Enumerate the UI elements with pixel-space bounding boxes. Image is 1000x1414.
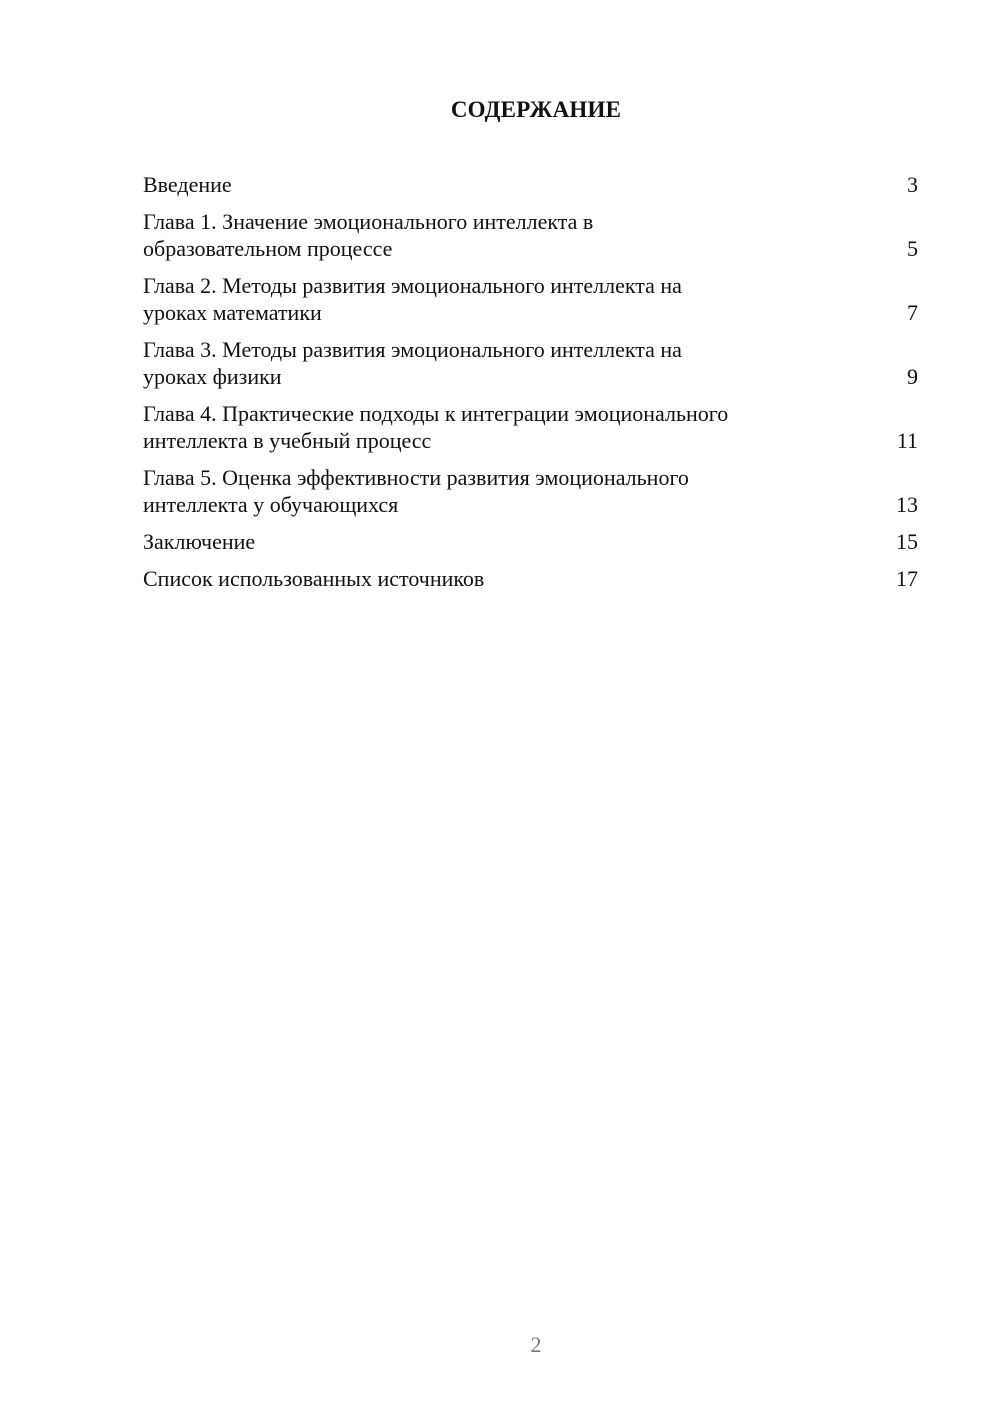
toc-entry-title: Список использованных источников bbox=[143, 566, 485, 591]
page-title-text: СОДЕРЖАНИЕ bbox=[450, 97, 622, 122]
toc-entry-page: 15 bbox=[896, 529, 918, 554]
toc-entry-page: 3 bbox=[907, 172, 918, 197]
toc-entry-page: 13 bbox=[896, 492, 918, 517]
toc-entry-title: Глава 1. Значение эмоционального интеллекта в образовательном процессе bbox=[143, 209, 594, 261]
toc-entry-title: Глава 2. Методы развития эмоционального интеллекта на уроках математики bbox=[143, 273, 682, 325]
table-of-contents bbox=[143, 166, 918, 597]
toc-entry-references[interactable] bbox=[143, 560, 918, 597]
toc-entry-title: Заключение bbox=[143, 529, 256, 554]
toc-entry-chapter-3[interactable] bbox=[143, 331, 918, 395]
toc-entry-page: 11 bbox=[896, 428, 918, 453]
toc-entry-page: 5 bbox=[907, 236, 918, 261]
toc-entry-chapter-2[interactable] bbox=[143, 267, 918, 331]
toc-entry-introduction[interactable] bbox=[143, 166, 918, 203]
page-title bbox=[0, 92, 1000, 128]
toc-entry-title: Введение bbox=[143, 172, 232, 197]
toc-entry-chapter-5[interactable] bbox=[143, 459, 918, 523]
toc-entry-chapter-4[interactable] bbox=[143, 395, 918, 459]
toc-entry-page: 9 bbox=[907, 364, 918, 389]
toc-entry-title: Глава 4. Практические подходы к интеграции эмоционального интеллекта в учебный процесс bbox=[143, 401, 729, 453]
toc-entry-title: Глава 5. Оценка эффективности развития эмоционального интеллекта у обучающихся bbox=[143, 465, 689, 517]
toc-entry-title: Глава 3. Методы развития эмоционального интеллекта на уроках физики bbox=[143, 337, 682, 389]
toc-entry-conclusion[interactable] bbox=[143, 523, 918, 560]
toc-entry-chapter-1[interactable] bbox=[143, 203, 918, 267]
page-number: 2 bbox=[530, 1332, 542, 1357]
toc-entry-page: 7 bbox=[907, 300, 918, 325]
toc-entry-page: 17 bbox=[896, 566, 918, 591]
